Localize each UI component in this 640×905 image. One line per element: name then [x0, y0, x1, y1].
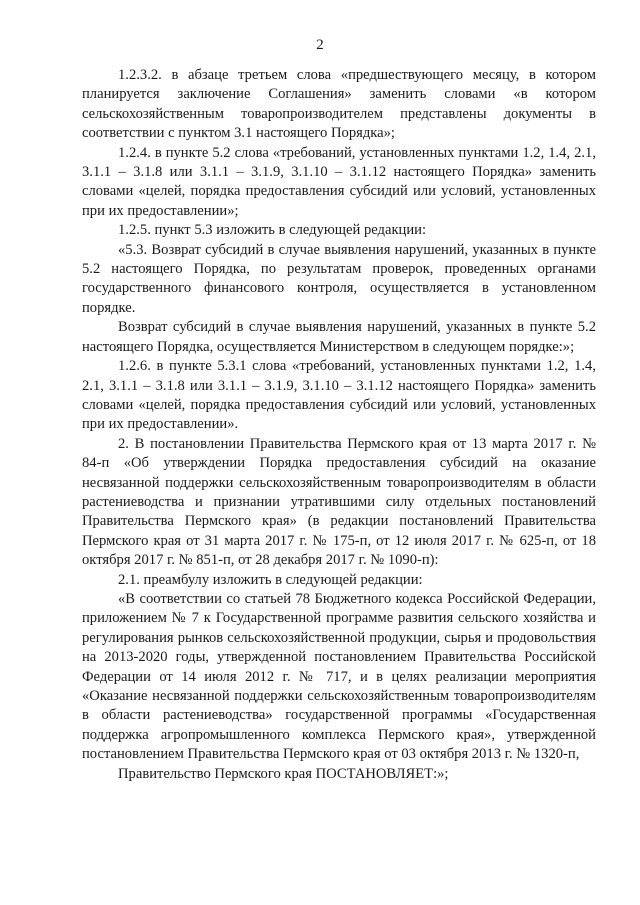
paragraph-subsidy-return: Возврат субсидий в случае выявления нарушений, указанных в пункте 5.2 настоящего Порядка, осуществляется Министерством в следующем порядке:»; [82, 319, 596, 355]
paragraph-2-1: 2.1. преамбулу изложить в следующей редакции: [118, 571, 423, 588]
paragraph-2-resolution: 2. В постановлении Правительства Пермского края от 13 марта 2017 г. № 84-п «Об утверждении Порядка предоставления субсидий на оказание несвязанной поддержки сельскохозяйственным товаропроизводителям в области растениеводства и признании утратившими силу отдельных постановлений Правительства Пермского края» (в редакции постановлений Правительства Пермского края от 31 марта 2017 г. № 175-п, от 12 июля 2017 г. № 625-п, от 18 октября 2017 г. № 851-п, от 28 декабря 2017 г. № 1090-п): [82, 435, 596, 569]
paragraph-1-2-6: 1.2.6. в пункте 5.3.1 слова «требований, установленных пунктами 1.2, 1.4, 2.1, 3.1.1 – 3.1.8 или 3.1.1 – 3.1.9, 3.1.10 – 3.1.12 настоящего Порядка» заменить словами «целей, порядка предоставления субсидий или условий, установленных при их предоставлении». [82, 358, 596, 433]
paragraph-1-2-3-2: 1.2.3.2. в абзаце третьем слова «предшествующего месяцу, в котором планируется заключение Соглашения» заменить словами «в котором сельскохозяйственным товаропроизводителем представлены документы в соответствии с пунктом 3.1 настоящего Порядка»; [82, 67, 596, 142]
paragraph-1-2-5: 1.2.5. пункт 5.3 изложить в следующей редакции: [118, 222, 427, 239]
paragraph-resolves: Правительство Пермского края ПОСТАНОВЛЯЕТ:»; [118, 765, 449, 782]
paragraph-preamble: «В соответствии со статьей 78 Бюджетного кодекса Российской Федерации, приложением № 7 к Государственной программе развития сельского хозяйства и регулирования рынков сельскохозяйственной продукции, сырья и продовольствия на 2013-2020 годы, утвержденной постановлением Правительства Российской Федерации от 14 июля 2012 г. № 717, и в целях реализации мероприятия «Оказание несвязанной поддержки сельскохозяйственным товаропроизводителям в области растениеводства» государственной программы «Государственная поддержка агропромышленного комплекса Пермского края», утвержденной постановлением Правительства Пермского края от 03 октября 2013 г. № 1320-п, [82, 590, 596, 763]
paragraph-5-3-text: «5.3. Возврат субсидий в случае выявления нарушений, указанных в пункте 5.2 настоящего Порядка, по результатам проверок, проведенных органами государственного финансового контроля, осуществляется в установленном порядке. [82, 241, 596, 316]
page-number: 2 [316, 37, 324, 53]
paragraph-1-2-4: 1.2.4. в пункте 5.2 слова «требований, установленных пунктами 1.2, 1.4, 2.1, 3.1.1 – 3.1.8 или 3.1.1 – 3.1.9, 3.1.10 – 3.1.12 настоящего Порядка» заменить словами «целей, порядка предоставления субсидий или условий, установленных при их предоставлении»; [82, 144, 596, 219]
document-body [82, 66, 596, 784]
